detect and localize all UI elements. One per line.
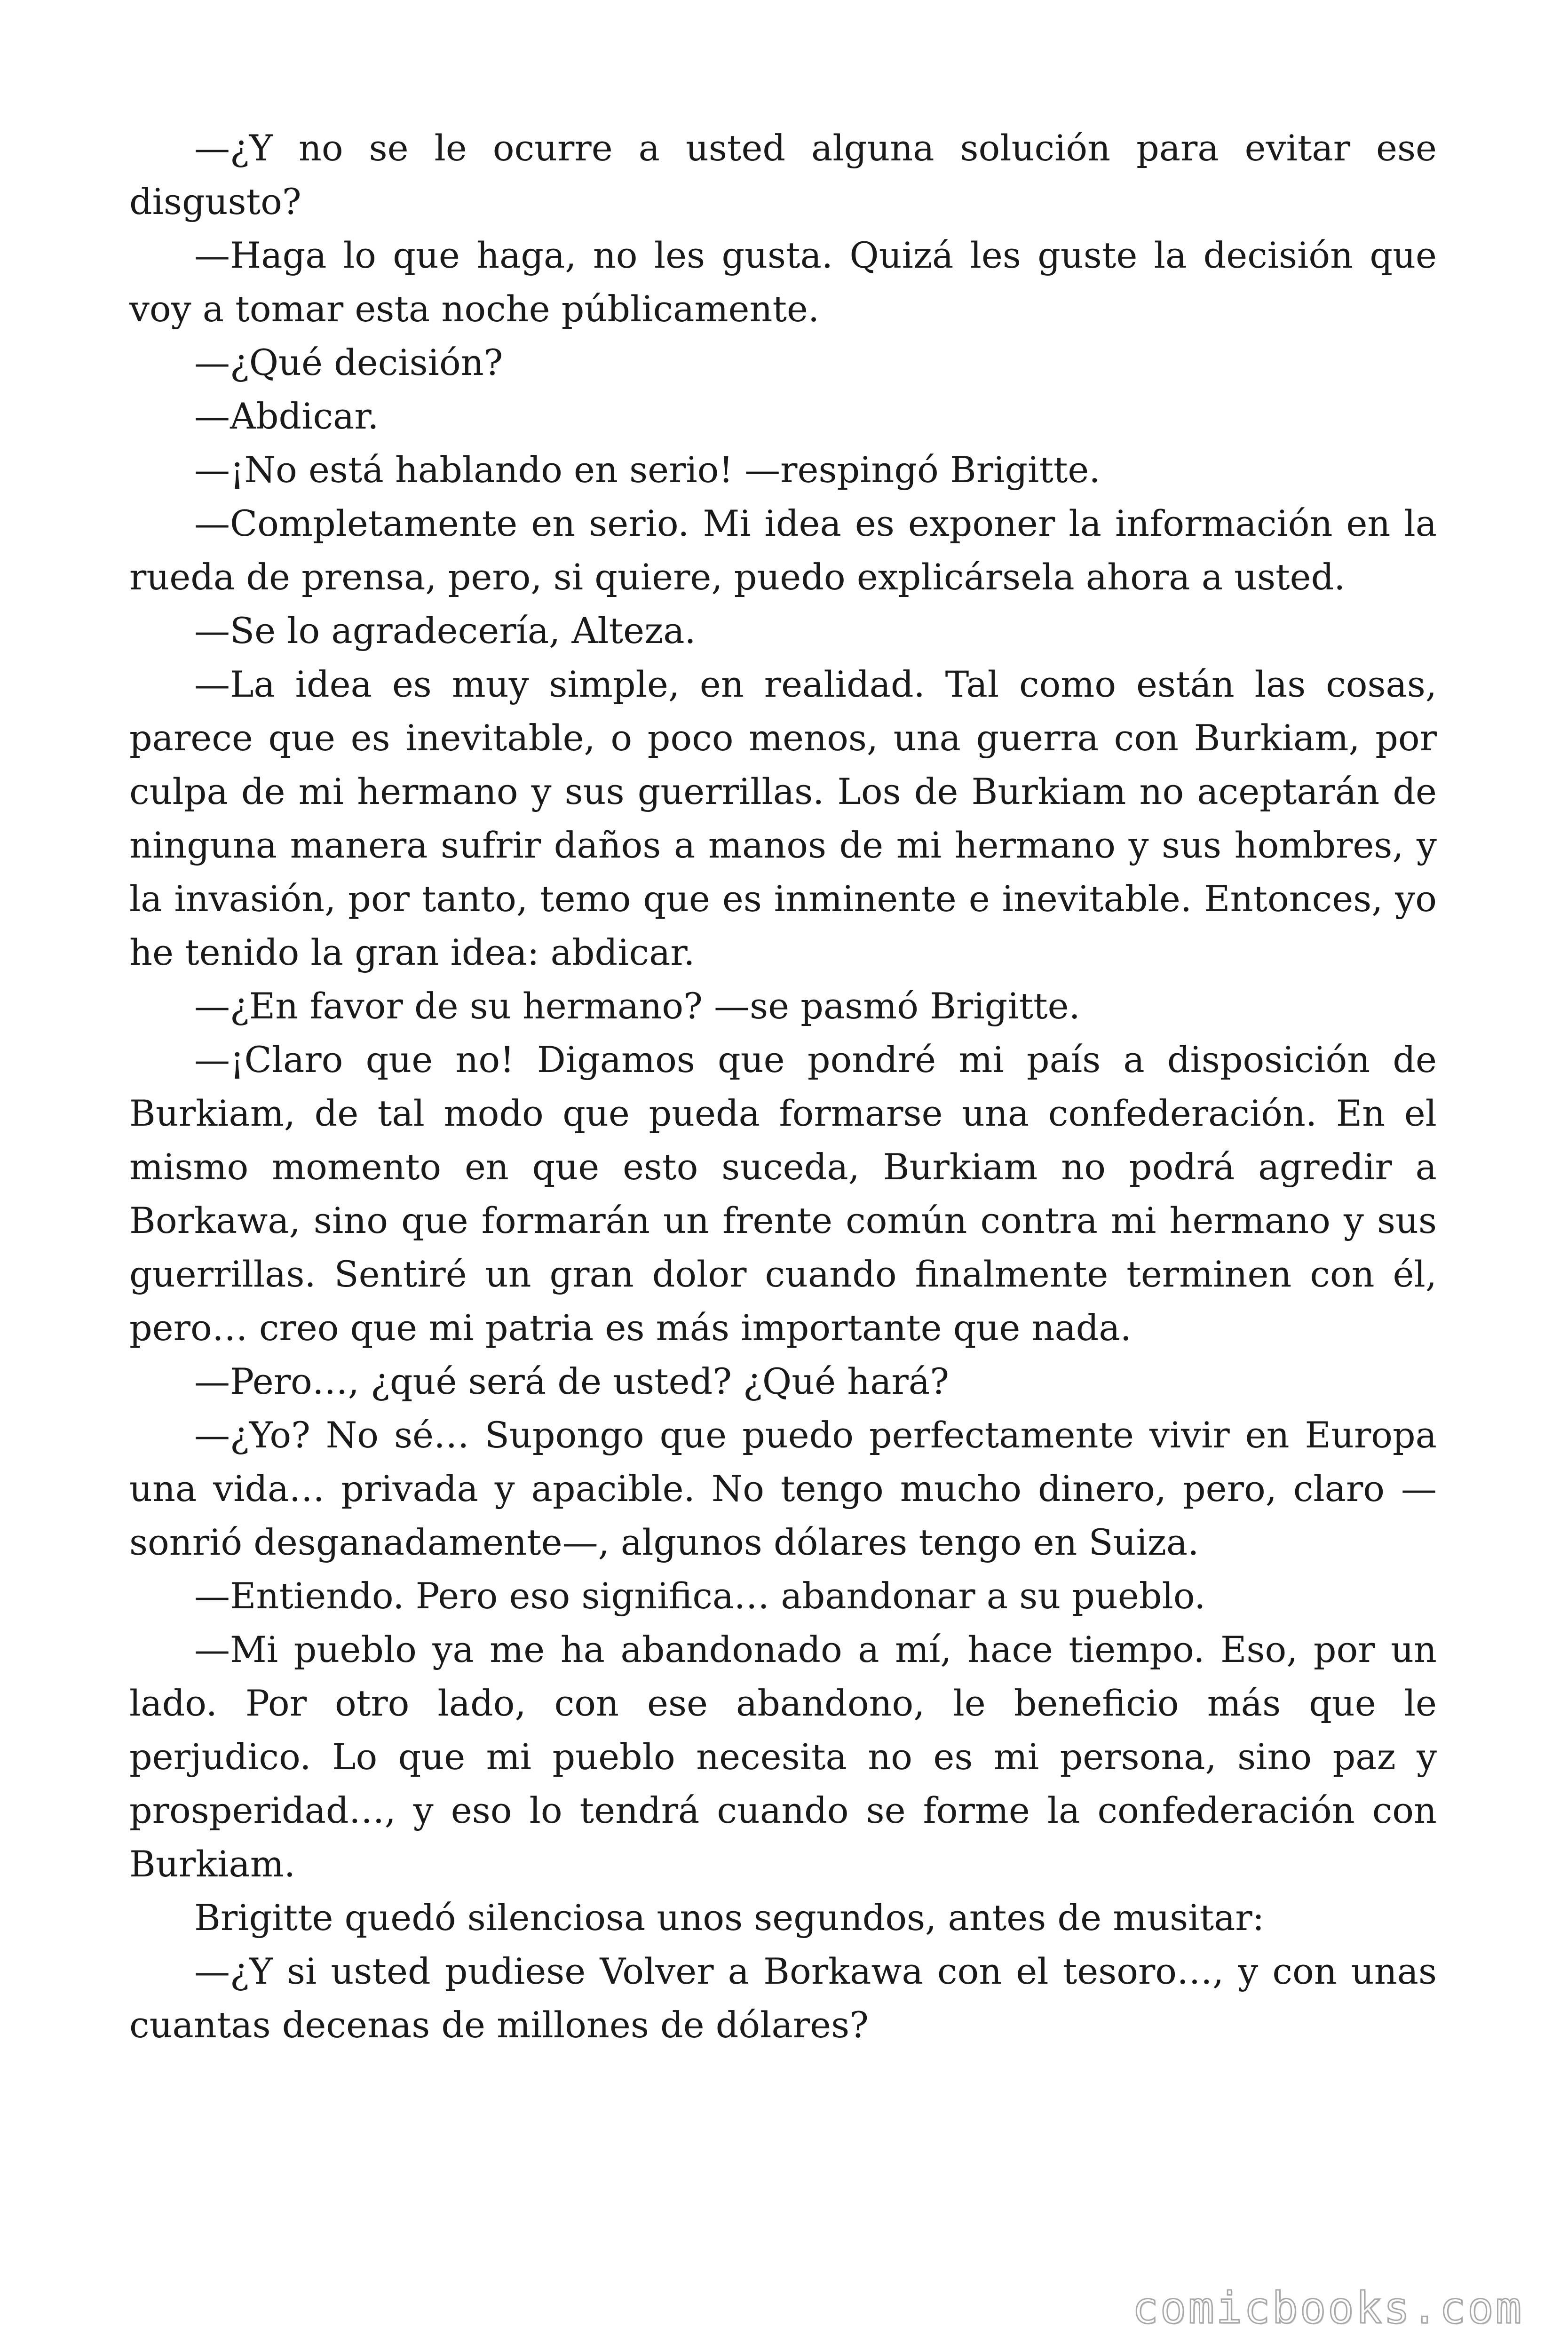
paragraph: —¿Y si usted pudiese Volver a Borkawa con el tesoro…, y con unas cuantas decenas de millones de dólares? bbox=[129, 1950, 1437, 2046]
page-body-text bbox=[129, 121, 1437, 2052]
paragraph: —¿Y no se le ocurre a usted alguna solución para evitar ese disgusto? bbox=[129, 127, 1437, 222]
paragraph: —La idea es muy simple, en realidad. Tal como están las cosas, parece que es inevitable, o poco menos, una guerra con Burkiam, por culpa de mi hermano y sus guerrillas. Los de Burkiam no aceptarán de ninguna manera sufrir daños a manos de mi hermano y sus hombres, y la invasión, por tanto, temo que es inminente e inevitable. Entonces, yo he tenido la gran idea: abdicar. bbox=[129, 663, 1437, 973]
paragraph: —¡No está hablando en serio! —respingó Brigitte. bbox=[194, 449, 1101, 491]
paragraph: —¿Yo? No sé… Supongo que puedo perfectamente vivir en Europa una vida… privada y apacible. No tengo mucho dinero, pero, claro —sonrió desganadamente—, algunos dólares tengo en Suiza. bbox=[129, 1414, 1437, 1563]
paragraph: —Haga lo que haga, no les gusta. Quizá les guste la decisión que voy a tomar esta noche públicamente. bbox=[129, 234, 1437, 330]
paragraph: —Abdicar. bbox=[194, 395, 379, 437]
paragraph: —Pero…, ¿qué será de usted? ¿Qué hará? bbox=[194, 1360, 949, 1402]
paragraph: —Completamente en serio. Mi idea es exponer la información en la rueda de prensa, pero, si quiere, puedo explicársela ahora a usted. bbox=[129, 502, 1437, 598]
paragraph: —Se lo agradecería, Alteza. bbox=[194, 610, 696, 652]
paragraph: Brigitte quedó silenciosa unos segundos, antes de musitar: bbox=[194, 1897, 1265, 1939]
paragraph: —Entiendo. Pero eso significa… abandonar a su pueblo. bbox=[194, 1575, 1206, 1617]
paragraph: —Mi pueblo ya me ha abandonado a mí, hace tiempo. Eso, por un lado. Por otro lado, con ese abandono, le beneficio más que le perjudico. Lo que mi pueblo necesita no es mi persona, sino paz y prosperidad…, y eso lo tendrá cuando se forme la confederación con Burkiam. bbox=[129, 1629, 1437, 1885]
paragraph: —¿En favor de su hermano? —se pasmó Brigitte. bbox=[194, 985, 1080, 1027]
watermark-logo: comicbooks.com bbox=[1132, 2283, 1523, 2333]
paragraph: —¿Qué decisión? bbox=[194, 342, 503, 383]
paragraph: —¡Claro que no! Digamos que pondré mi país a disposición de Burkiam, de tal modo que pueda formarse una confederación. En el mismo momento en que esto suceda, Burkiam no podrá agredir a Borkawa, sino que formarán un frente común contra mi hermano y sus guerrillas. Sentiré un gran dolor cuando finalmente terminen con él, pero… creo que mi patria es más importante que nada. bbox=[129, 1039, 1437, 1349]
